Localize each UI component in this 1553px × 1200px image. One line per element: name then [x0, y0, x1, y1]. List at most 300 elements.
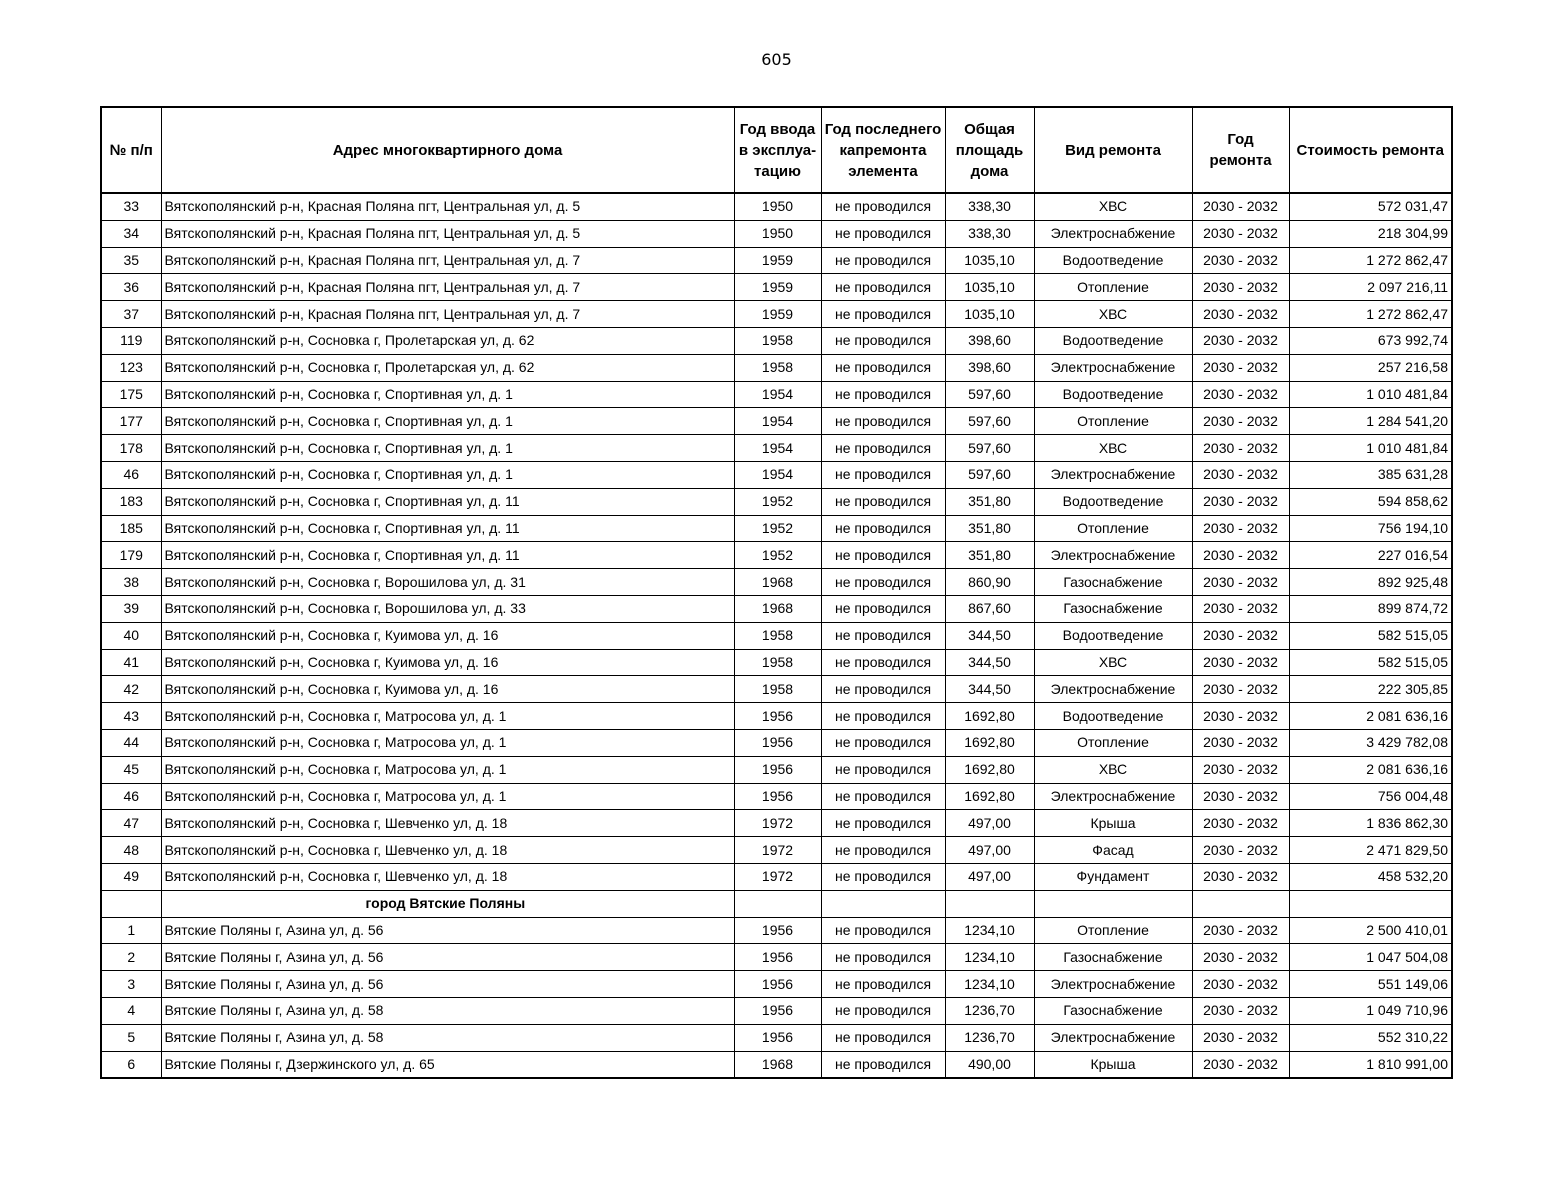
cell-year-commissioned: 1972 [734, 837, 821, 864]
table-row [101, 729, 1452, 756]
header-repair-year: Год ремонта [1192, 107, 1289, 193]
cell-num: 42 [101, 676, 161, 703]
cell-num: 4 [101, 997, 161, 1024]
cell-repair-year: 2030 - 2032 [1192, 220, 1289, 247]
cell-address: Вятскополянский р-н, Сосновка г, Спортивная ул, д. 11 [161, 488, 734, 515]
cell-num: 178 [101, 435, 161, 462]
cell-num: 5 [101, 1024, 161, 1051]
cell-year-commissioned: 1950 [734, 193, 821, 220]
cell-year-commissioned: 1954 [734, 461, 821, 488]
cell-address: Вятские Поляны г, Азина ул, д. 58 [161, 997, 734, 1024]
cell-repair-cost: 572 031,47 [1289, 193, 1452, 220]
cell-year-commissioned: 1956 [734, 729, 821, 756]
cell-address: Вятскополянский р-н, Красная Поляна пгт, Центральная ул, д. 7 [161, 301, 734, 328]
cell-last-repair: не проводился [821, 435, 945, 462]
cell-repair-cost: 218 304,99 [1289, 220, 1452, 247]
table-row [101, 810, 1452, 837]
table-row [101, 997, 1452, 1024]
cell-total-area: 338,30 [945, 193, 1034, 220]
table-row [101, 783, 1452, 810]
cell-num: 44 [101, 729, 161, 756]
cell-last-repair: не проводился [821, 542, 945, 569]
cell-repair-type: Газоснабжение [1034, 997, 1192, 1024]
cell-year-commissioned: 1956 [734, 1024, 821, 1051]
cell-last-repair: не проводился [821, 408, 945, 435]
cell-address: Вятскополянский р-н, Сосновка г, Куимова ул, д. 16 [161, 676, 734, 703]
cell-year-commissioned: 1952 [734, 542, 821, 569]
cell-repair-cost: 1 010 481,84 [1289, 435, 1452, 462]
cell-address: Вятскополянский р-н, Сосновка г, Спортивная ул, д. 1 [161, 381, 734, 408]
cell-total-area: 1035,10 [945, 247, 1034, 274]
cell-repair-year: 2030 - 2032 [1192, 193, 1289, 220]
cell-address: Вятскополянский р-н, Сосновка г, Куимова ул, д. 16 [161, 622, 734, 649]
cell-num: 119 [101, 327, 161, 354]
repair-register-table [100, 106, 1453, 1079]
cell-num: 2 [101, 944, 161, 971]
cell-repair-year: 2030 - 2032 [1192, 274, 1289, 301]
cell-total-area: 860,90 [945, 569, 1034, 596]
cell-total-area [945, 890, 1034, 917]
cell-repair-year: 2030 - 2032 [1192, 247, 1289, 274]
cell-num: 46 [101, 783, 161, 810]
cell-total-area: 338,30 [945, 220, 1034, 247]
cell-address: Вятские Поляны г, Азина ул, д. 56 [161, 971, 734, 998]
section-title: город Вятские Поляны [161, 890, 734, 917]
cell-address: Вятские Поляны г, Азина ул, д. 58 [161, 1024, 734, 1051]
cell-year-commissioned: 1959 [734, 274, 821, 301]
cell-repair-type: ХВС [1034, 193, 1192, 220]
cell-repair-cost: 1 836 862,30 [1289, 810, 1452, 837]
cell-repair-cost: 892 925,48 [1289, 569, 1452, 596]
header-total-area: Общая площадь дома [945, 107, 1034, 193]
cell-repair-year: 2030 - 2032 [1192, 783, 1289, 810]
cell-total-area: 351,80 [945, 488, 1034, 515]
cell-repair-year: 2030 - 2032 [1192, 435, 1289, 462]
cell-repair-year: 2030 - 2032 [1192, 569, 1289, 596]
cell-year-commissioned: 1972 [734, 810, 821, 837]
cell-last-repair: не проводился [821, 756, 945, 783]
table-row [101, 756, 1452, 783]
cell-repair-type: Крыша [1034, 1051, 1192, 1078]
cell-repair-year: 2030 - 2032 [1192, 971, 1289, 998]
cell-repair-type: ХВС [1034, 435, 1192, 462]
cell-total-area: 597,60 [945, 461, 1034, 488]
cell-repair-type: Электроснабжение [1034, 354, 1192, 381]
cell-num: 37 [101, 301, 161, 328]
cell-address: Вятскополянский р-н, Сосновка г, Матросова ул, д. 1 [161, 729, 734, 756]
header-repair-type: Вид ремонта [1034, 107, 1192, 193]
cell-num: 47 [101, 810, 161, 837]
cell-repair-type: Отопление [1034, 917, 1192, 944]
cell-address: Вятскополянский р-н, Сосновка г, Спортивная ул, д. 11 [161, 542, 734, 569]
cell-repair-year: 2030 - 2032 [1192, 488, 1289, 515]
table-row [101, 247, 1452, 274]
cell-last-repair [821, 890, 945, 917]
cell-year-commissioned: 1952 [734, 488, 821, 515]
cell-repair-type: Водоотведение [1034, 488, 1192, 515]
cell-num: 38 [101, 569, 161, 596]
cell-repair-type: Электроснабжение [1034, 1024, 1192, 1051]
cell-repair-cost: 551 149,06 [1289, 971, 1452, 998]
cell-address: Вятские Поляны г, Азина ул, д. 56 [161, 917, 734, 944]
cell-repair-year: 2030 - 2032 [1192, 461, 1289, 488]
cell-repair-year: 2030 - 2032 [1192, 944, 1289, 971]
cell-year-commissioned: 1959 [734, 301, 821, 328]
cell-year-commissioned: 1956 [734, 944, 821, 971]
cell-address: Вятскополянский р-н, Сосновка г, Спортивная ул, д. 1 [161, 408, 734, 435]
cell-repair-cost: 594 858,62 [1289, 488, 1452, 515]
cell-year-commissioned [734, 890, 821, 917]
cell-repair-type: Крыша [1034, 810, 1192, 837]
cell-num: 35 [101, 247, 161, 274]
table-row [101, 488, 1452, 515]
cell-repair-year: 2030 - 2032 [1192, 676, 1289, 703]
cell-last-repair: не проводился [821, 971, 945, 998]
table-row [101, 944, 1452, 971]
table-row [101, 327, 1452, 354]
header-num: № п/п [101, 107, 161, 193]
cell-total-area: 497,00 [945, 810, 1034, 837]
cell-repair-cost: 2 500 410,01 [1289, 917, 1452, 944]
table-row [101, 461, 1452, 488]
cell-year-commissioned: 1959 [734, 247, 821, 274]
cell-total-area: 1234,10 [945, 944, 1034, 971]
cell-year-commissioned: 1956 [734, 997, 821, 1024]
table-row [101, 435, 1452, 462]
table-row [101, 542, 1452, 569]
cell-total-area: 1234,10 [945, 917, 1034, 944]
cell-total-area: 1692,80 [945, 783, 1034, 810]
table-row [101, 703, 1452, 730]
cell-num: 39 [101, 595, 161, 622]
cell-num [101, 890, 161, 917]
cell-repair-year: 2030 - 2032 [1192, 1051, 1289, 1078]
cell-repair-cost: 899 874,72 [1289, 595, 1452, 622]
cell-total-area: 1692,80 [945, 756, 1034, 783]
cell-last-repair: не проводился [821, 729, 945, 756]
cell-num: 43 [101, 703, 161, 730]
cell-total-area: 1236,70 [945, 997, 1034, 1024]
cell-last-repair: не проводился [821, 381, 945, 408]
cell-total-area: 344,50 [945, 676, 1034, 703]
cell-num: 45 [101, 756, 161, 783]
cell-last-repair: не проводился [821, 569, 945, 596]
header-address: Адрес многоквартирного дома [161, 107, 734, 193]
table-row [101, 917, 1452, 944]
cell-repair-type: Газоснабжение [1034, 595, 1192, 622]
cell-repair-cost: 756 004,48 [1289, 783, 1452, 810]
header-year-commissioned: Год ввода в эксплуа-тацию [734, 107, 821, 193]
cell-last-repair: не проводился [821, 220, 945, 247]
table-body [101, 193, 1452, 1078]
cell-repair-cost: 1 272 862,47 [1289, 247, 1452, 274]
cell-total-area: 351,80 [945, 515, 1034, 542]
table-row [101, 863, 1452, 890]
section-row [101, 890, 1452, 917]
cell-repair-cost: 222 305,85 [1289, 676, 1452, 703]
cell-repair-year [1192, 890, 1289, 917]
cell-repair-year: 2030 - 2032 [1192, 354, 1289, 381]
cell-address: Вятскополянский р-н, Сосновка г, Матросова ул, д. 1 [161, 783, 734, 810]
cell-repair-cost: 1 047 504,08 [1289, 944, 1452, 971]
cell-repair-type: Электроснабжение [1034, 542, 1192, 569]
cell-repair-cost: 227 016,54 [1289, 542, 1452, 569]
table-row [101, 193, 1452, 220]
cell-repair-year: 2030 - 2032 [1192, 542, 1289, 569]
cell-address: Вятскополянский р-н, Сосновка г, Ворошилова ул, д. 31 [161, 569, 734, 596]
cell-last-repair: не проводился [821, 1024, 945, 1051]
cell-repair-year: 2030 - 2032 [1192, 729, 1289, 756]
cell-repair-cost: 1 010 481,84 [1289, 381, 1452, 408]
cell-repair-year: 2030 - 2032 [1192, 1024, 1289, 1051]
cell-repair-cost: 1 049 710,96 [1289, 997, 1452, 1024]
cell-total-area: 1035,10 [945, 274, 1034, 301]
cell-address: Вятские Поляны г, Азина ул, д. 56 [161, 944, 734, 971]
table-header-row [101, 107, 1452, 193]
table-row [101, 569, 1452, 596]
cell-repair-cost: 385 631,28 [1289, 461, 1452, 488]
cell-address: Вятскополянский р-н, Сосновка г, Шевченко ул, д. 18 [161, 837, 734, 864]
cell-repair-cost: 458 532,20 [1289, 863, 1452, 890]
cell-repair-cost [1289, 890, 1452, 917]
cell-last-repair: не проводился [821, 622, 945, 649]
cell-address: Вятскополянский р-н, Сосновка г, Спортивная ул, д. 11 [161, 515, 734, 542]
cell-year-commissioned: 1956 [734, 917, 821, 944]
table-row [101, 354, 1452, 381]
cell-last-repair: не проводился [821, 515, 945, 542]
cell-repair-cost: 673 992,74 [1289, 327, 1452, 354]
cell-num: 33 [101, 193, 161, 220]
cell-year-commissioned: 1968 [734, 1051, 821, 1078]
cell-repair-cost: 3 429 782,08 [1289, 729, 1452, 756]
cell-repair-year: 2030 - 2032 [1192, 408, 1289, 435]
cell-year-commissioned: 1954 [734, 435, 821, 462]
cell-year-commissioned: 1958 [734, 354, 821, 381]
cell-year-commissioned: 1956 [734, 703, 821, 730]
cell-num: 3 [101, 971, 161, 998]
table-row [101, 837, 1452, 864]
cell-total-area: 497,00 [945, 837, 1034, 864]
cell-repair-type [1034, 890, 1192, 917]
cell-num: 175 [101, 381, 161, 408]
page-number: 605 [761, 50, 792, 69]
cell-num: 179 [101, 542, 161, 569]
table-row [101, 595, 1452, 622]
cell-year-commissioned: 1956 [734, 756, 821, 783]
cell-year-commissioned: 1956 [734, 783, 821, 810]
cell-repair-type: ХВС [1034, 649, 1192, 676]
cell-year-commissioned: 1950 [734, 220, 821, 247]
table-row [101, 381, 1452, 408]
cell-year-commissioned: 1958 [734, 649, 821, 676]
cell-repair-cost: 2 081 636,16 [1289, 703, 1452, 730]
cell-last-repair: не проводился [821, 327, 945, 354]
table-row [101, 408, 1452, 435]
cell-year-commissioned: 1954 [734, 381, 821, 408]
cell-num: 123 [101, 354, 161, 381]
cell-year-commissioned: 1958 [734, 327, 821, 354]
cell-repair-cost: 1 284 541,20 [1289, 408, 1452, 435]
cell-repair-type: ХВС [1034, 301, 1192, 328]
cell-repair-cost: 756 194,10 [1289, 515, 1452, 542]
cell-num: 46 [101, 461, 161, 488]
cell-address: Вятские Поляны г, Дзержинского ул, д. 65 [161, 1051, 734, 1078]
cell-year-commissioned: 1952 [734, 515, 821, 542]
cell-repair-type: Отопление [1034, 408, 1192, 435]
table-row [101, 1051, 1452, 1078]
cell-total-area: 344,50 [945, 649, 1034, 676]
cell-last-repair: не проводился [821, 997, 945, 1024]
cell-num: 177 [101, 408, 161, 435]
cell-last-repair: не проводился [821, 1051, 945, 1078]
cell-repair-cost: 257 216,58 [1289, 354, 1452, 381]
cell-year-commissioned: 1958 [734, 676, 821, 703]
cell-repair-cost: 582 515,05 [1289, 649, 1452, 676]
cell-year-commissioned: 1958 [734, 622, 821, 649]
cell-total-area: 398,60 [945, 354, 1034, 381]
cell-total-area: 867,60 [945, 595, 1034, 622]
cell-repair-cost: 1 810 991,00 [1289, 1051, 1452, 1078]
cell-repair-type: Фундамент [1034, 863, 1192, 890]
cell-repair-type: ХВС [1034, 756, 1192, 783]
cell-repair-year: 2030 - 2032 [1192, 515, 1289, 542]
cell-last-repair: не проводился [821, 783, 945, 810]
cell-last-repair: не проводился [821, 461, 945, 488]
cell-last-repair: не проводился [821, 837, 945, 864]
cell-total-area: 1692,80 [945, 729, 1034, 756]
cell-repair-year: 2030 - 2032 [1192, 756, 1289, 783]
cell-repair-year: 2030 - 2032 [1192, 301, 1289, 328]
cell-repair-type: Отопление [1034, 729, 1192, 756]
cell-total-area: 597,60 [945, 381, 1034, 408]
cell-repair-year: 2030 - 2032 [1192, 381, 1289, 408]
table-row [101, 301, 1452, 328]
cell-repair-year: 2030 - 2032 [1192, 810, 1289, 837]
header-repair-cost: Стоимость ремонта [1289, 107, 1452, 193]
cell-last-repair: не проводился [821, 301, 945, 328]
cell-num: 6 [101, 1051, 161, 1078]
cell-total-area: 344,50 [945, 622, 1034, 649]
cell-num: 34 [101, 220, 161, 247]
cell-total-area: 497,00 [945, 863, 1034, 890]
cell-address: Вятскополянский р-н, Красная Поляна пгт, Центральная ул, д. 5 [161, 220, 734, 247]
cell-num: 185 [101, 515, 161, 542]
table-row [101, 1024, 1452, 1051]
table-row [101, 622, 1452, 649]
cell-year-commissioned: 1968 [734, 569, 821, 596]
cell-num: 40 [101, 622, 161, 649]
cell-address: Вятскополянский р-н, Сосновка г, Шевченко ул, д. 18 [161, 863, 734, 890]
cell-address: Вятскополянский р-н, Сосновка г, Шевченко ул, д. 18 [161, 810, 734, 837]
cell-last-repair: не проводился [821, 649, 945, 676]
cell-year-commissioned: 1956 [734, 971, 821, 998]
cell-last-repair: не проводился [821, 193, 945, 220]
cell-total-area: 1692,80 [945, 703, 1034, 730]
cell-repair-type: Газоснабжение [1034, 569, 1192, 596]
cell-repair-year: 2030 - 2032 [1192, 997, 1289, 1024]
cell-repair-cost: 2 097 216,11 [1289, 274, 1452, 301]
cell-num: 48 [101, 837, 161, 864]
cell-last-repair: не проводился [821, 703, 945, 730]
cell-address: Вятскополянский р-н, Сосновка г, Матросова ул, д. 1 [161, 756, 734, 783]
cell-repair-cost: 552 310,22 [1289, 1024, 1452, 1051]
table-row [101, 515, 1452, 542]
cell-last-repair: не проводился [821, 944, 945, 971]
cell-repair-year: 2030 - 2032 [1192, 837, 1289, 864]
cell-repair-type: Отопление [1034, 274, 1192, 301]
cell-address: Вятскополянский р-н, Сосновка г, Куимова ул, д. 16 [161, 649, 734, 676]
cell-last-repair: не проводился [821, 488, 945, 515]
cell-address: Вятскополянский р-н, Сосновка г, Матросова ул, д. 1 [161, 703, 734, 730]
cell-total-area: 398,60 [945, 327, 1034, 354]
cell-total-area: 1035,10 [945, 301, 1034, 328]
table-row [101, 676, 1452, 703]
cell-address: Вятскополянский р-н, Сосновка г, Пролетарская ул, д. 62 [161, 327, 734, 354]
cell-repair-type: Водоотведение [1034, 622, 1192, 649]
cell-repair-cost: 1 272 862,47 [1289, 301, 1452, 328]
header-last-repair-year: Год последнего капремонта элемента [821, 107, 945, 193]
cell-repair-year: 2030 - 2032 [1192, 595, 1289, 622]
cell-repair-type: Водоотведение [1034, 381, 1192, 408]
cell-repair-type: Газоснабжение [1034, 944, 1192, 971]
cell-repair-year: 2030 - 2032 [1192, 703, 1289, 730]
cell-last-repair: не проводился [821, 863, 945, 890]
cell-last-repair: не проводился [821, 247, 945, 274]
cell-total-area: 490,00 [945, 1051, 1034, 1078]
cell-total-area: 1234,10 [945, 971, 1034, 998]
cell-address: Вятскополянский р-н, Сосновка г, Пролетарская ул, д. 62 [161, 354, 734, 381]
cell-year-commissioned: 1972 [734, 863, 821, 890]
cell-total-area: 351,80 [945, 542, 1034, 569]
table-row [101, 649, 1452, 676]
cell-num: 1 [101, 917, 161, 944]
table-row [101, 274, 1452, 301]
cell-total-area: 597,60 [945, 408, 1034, 435]
cell-address: Вятскополянский р-н, Сосновка г, Ворошилова ул, д. 33 [161, 595, 734, 622]
cell-repair-year: 2030 - 2032 [1192, 917, 1289, 944]
cell-repair-type: Электроснабжение [1034, 783, 1192, 810]
cell-num: 183 [101, 488, 161, 515]
cell-repair-year: 2030 - 2032 [1192, 622, 1289, 649]
cell-address: Вятскополянский р-н, Сосновка г, Спортивная ул, д. 1 [161, 435, 734, 462]
cell-repair-type: Электроснабжение [1034, 461, 1192, 488]
cell-last-repair: не проводился [821, 595, 945, 622]
cell-num: 36 [101, 274, 161, 301]
table-row [101, 971, 1452, 998]
cell-repair-type: Водоотведение [1034, 247, 1192, 274]
cell-num: 49 [101, 863, 161, 890]
cell-year-commissioned: 1968 [734, 595, 821, 622]
cell-last-repair: не проводился [821, 810, 945, 837]
cell-total-area: 597,60 [945, 435, 1034, 462]
cell-year-commissioned: 1954 [734, 408, 821, 435]
cell-last-repair: не проводился [821, 917, 945, 944]
cell-repair-type: Электроснабжение [1034, 676, 1192, 703]
cell-repair-year: 2030 - 2032 [1192, 327, 1289, 354]
cell-total-area: 1236,70 [945, 1024, 1034, 1051]
cell-repair-type: Отопление [1034, 515, 1192, 542]
cell-last-repair: не проводился [821, 676, 945, 703]
cell-num: 41 [101, 649, 161, 676]
cell-repair-year: 2030 - 2032 [1192, 863, 1289, 890]
cell-address: Вятскополянский р-н, Красная Поляна пгт, Центральная ул, д. 7 [161, 247, 734, 274]
cell-repair-cost: 2 471 829,50 [1289, 837, 1452, 864]
cell-repair-cost: 582 515,05 [1289, 622, 1452, 649]
cell-last-repair: не проводился [821, 354, 945, 381]
cell-repair-cost: 2 081 636,16 [1289, 756, 1452, 783]
cell-repair-type: Электроснабжение [1034, 220, 1192, 247]
cell-last-repair: не проводился [821, 274, 945, 301]
